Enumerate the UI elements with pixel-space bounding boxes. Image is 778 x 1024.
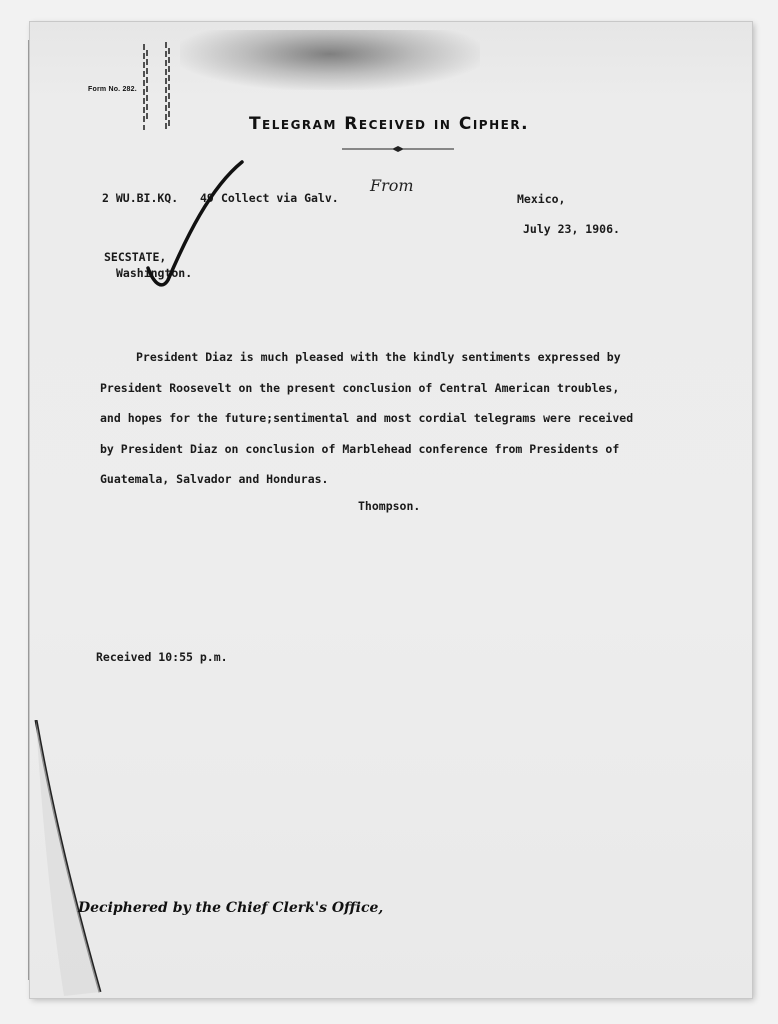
message-body	[100, 342, 670, 495]
page-curl	[34, 720, 104, 1000]
received-time: Received 10:55 p.m.	[96, 650, 228, 664]
message-line: by President Diaz on conclusion of Marblehead conference from Presidents of	[100, 441, 620, 456]
deciphered-by: Deciphered by the Chief Clerk's Office,	[78, 900, 384, 916]
page-smudge	[180, 30, 480, 90]
routing-code: 2 WU.BI.KQ.	[102, 191, 179, 205]
message-line: Guatemala, Salvador and Honduras.	[100, 472, 329, 486]
addressee-line2: Washington.	[116, 266, 193, 280]
form-number: Form No. 282.	[88, 86, 137, 93]
message-line: President Roosevelt on the present conclusion of Central American troubles,	[100, 380, 620, 395]
message-line: and hopes for the future;sentimental and most cordial telegrams were received	[100, 411, 634, 425]
origin-place: Mexico,	[517, 192, 566, 206]
word-count: 49	[200, 191, 214, 205]
collect-via: Collect via Galv.	[221, 191, 339, 205]
telegram-date: July 23, 1906.	[523, 222, 620, 236]
addressee-line1: SECSTATE,	[104, 250, 167, 264]
check-mark	[140, 158, 250, 293]
sender-signature: Thompson.	[358, 499, 421, 513]
title-rule	[342, 144, 454, 154]
telegram-title: Telegram Received in Cipher.	[248, 114, 530, 134]
from-label: From	[370, 176, 414, 195]
message-line: President Diaz is much pleased with the kindly sentiments expressed by	[136, 350, 621, 364]
